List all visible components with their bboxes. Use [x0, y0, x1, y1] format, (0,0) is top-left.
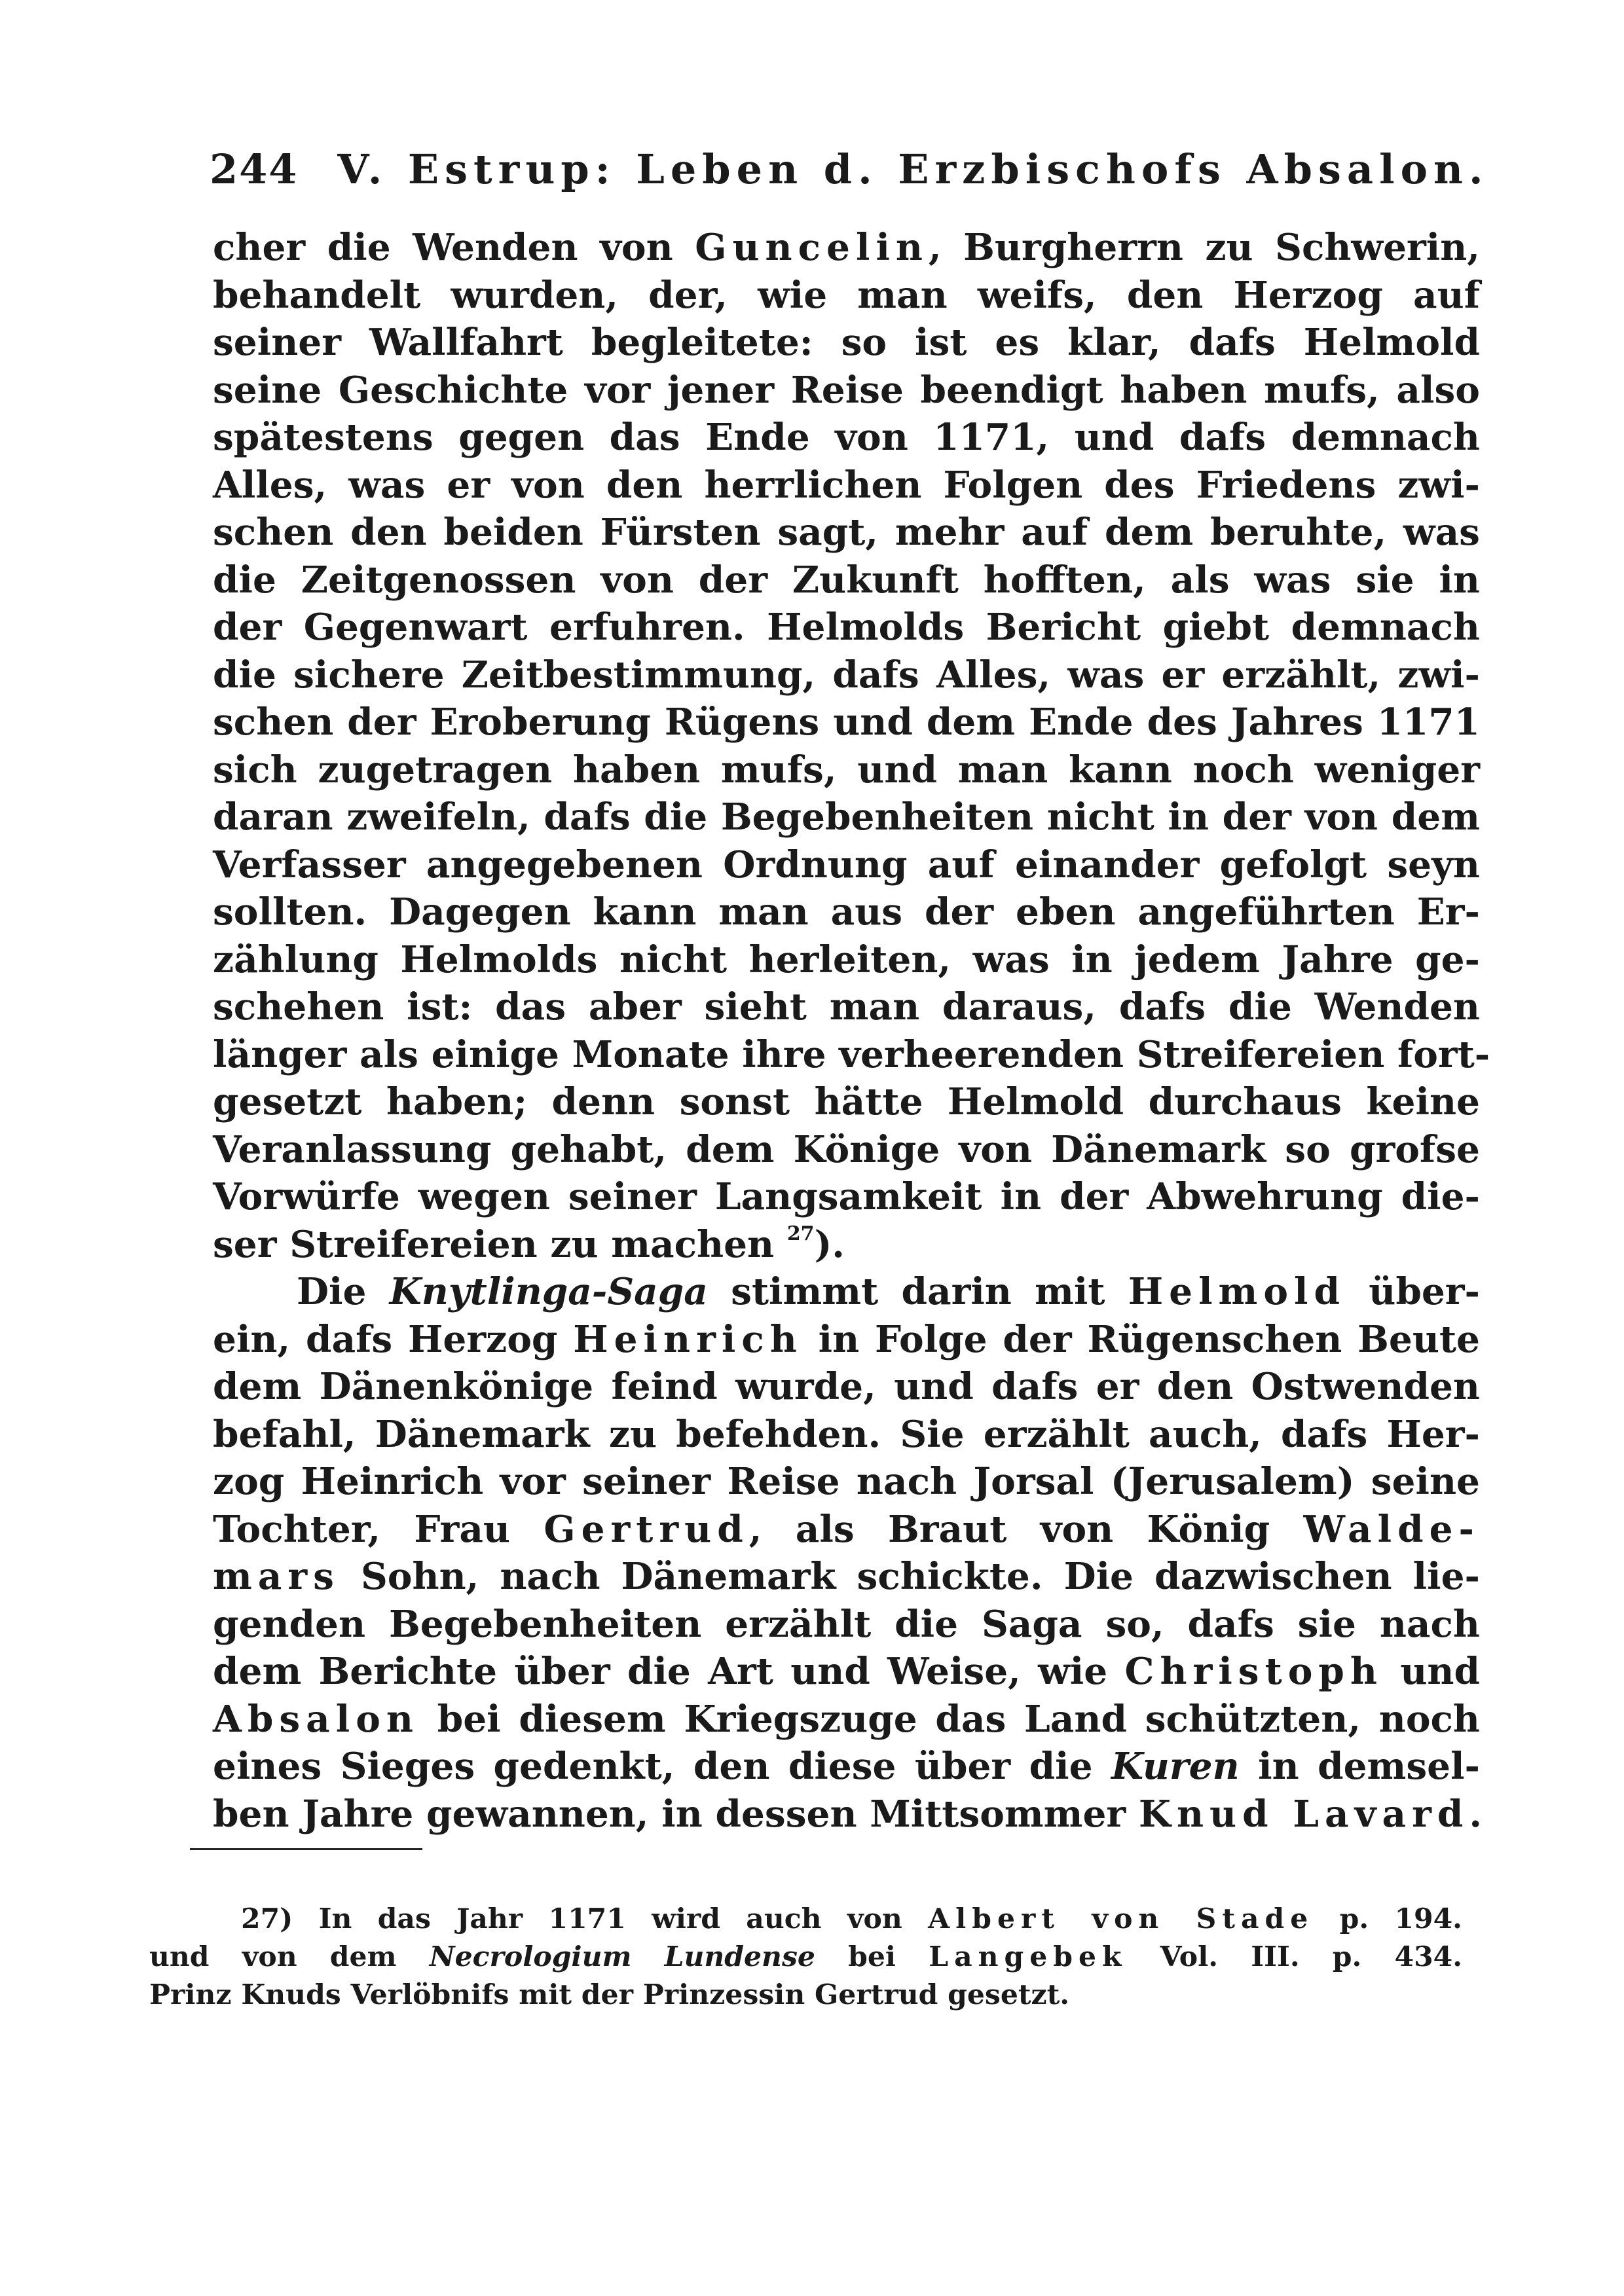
text-line: Vorwürfe wegen seiner Langsamkeit in der Abwehrung die- — [213, 1175, 1480, 1218]
text-line: gesetzt haben; denn sonst hätte Helmold durchaus keine — [213, 1080, 1480, 1123]
text-line: die sichere Zeitbestimmung, dafs Alles, was er erzählt, zwi- — [213, 653, 1480, 697]
italic-title: Knytlinga-Saga — [389, 1270, 708, 1313]
text-line: der Gegenwart erfuhren. Helmolds Bericht giebt demnach — [213, 606, 1480, 649]
page-header — [210, 145, 1489, 193]
text-line: schen der Eroberung Rügens und dem Ende des Jahres 1171 — [213, 701, 1480, 744]
text-line: Tochter, Frau Gertrud, als Braut von König Walde- — [213, 1507, 1481, 1551]
spaced-name: Helmold — [1128, 1270, 1346, 1313]
text-line: schen den beiden Fürsten sagt, mehr auf dem beruhte, was — [213, 511, 1480, 554]
text-line: dem Dänenkönige feind wurde, und dafs er den Ostwenden — [213, 1365, 1480, 1408]
spaced-name: Absalon — [213, 1697, 419, 1741]
text-line: cher die Wenden von Guncelin, Burgherrn zu Schwerin, — [213, 226, 1480, 269]
italic-title: Necrologium Lundense — [429, 1941, 815, 1973]
spaced-name: Guncelin — [695, 226, 929, 269]
text-line: sollten. Dagegen kann man aus der eben angeführten Er- — [213, 890, 1480, 934]
text-line: spätestens gegen das Ende von 1171, und dafs demnach — [213, 416, 1480, 459]
text-line: Verfasser angegebenen Ordnung auf einander gefolgt seyn — [213, 843, 1480, 886]
spaced-name: Christoph — [1124, 1650, 1383, 1693]
text-line: befahl, Dänemark zu befehden. Sie erzählt auch, dafs Her- — [213, 1412, 1480, 1456]
spaced-name: Langebek — [929, 1941, 1128, 1973]
footnote-line: und von dem Necrologium Lundense bei Langebek Vol. III. p. 434. — [149, 1941, 1463, 1973]
footnote-line: Prinz Knuds Verlöbnifs mit der Prinzessin Gertrud gesetzt. — [149, 1978, 1070, 2011]
italic-name: Kuren — [1111, 1745, 1240, 1788]
spaced-name: Gertrud — [544, 1507, 749, 1551]
text-line: schehen ist: das aber sieht man daraus, dafs die Wenden — [213, 985, 1480, 1029]
spaced-name: Knud Lavard — [1138, 1792, 1469, 1836]
spaced-name: Heinrich — [573, 1317, 803, 1361]
text-line: zog Heinrich vor seiner Reise nach Jorsal (Jerusalem) seine — [213, 1460, 1480, 1503]
text-line: sich zugetragen haben mufs, und man kann noch weniger — [213, 748, 1480, 792]
page-number: 244 — [210, 145, 299, 193]
text-line: ser Streifereien zu machen $^{27}$). — [213, 1222, 845, 1266]
footnote-separator — [190, 1848, 422, 1850]
text-line: die Zeitgenossen von der Zukunft hofften, als was sie in — [213, 558, 1480, 602]
paragraph-start: Die Knytlinga-Saga stimmt darin mit Helmold über- — [297, 1270, 1480, 1313]
text-line: länger als einige Monate ihre verheerenden Streifereien fort- — [213, 1032, 1490, 1076]
footnote-reference: 27 — [786, 1222, 815, 1245]
text-line: mars Sohn, nach Dänemark schickte. Die dazwischen lie- — [213, 1555, 1480, 1598]
text-line: eines Sieges gedenkt, den diese über die Kuren in demsel- — [213, 1745, 1480, 1788]
text-line: Alles, was er von den herrlichen Folgen des Friedens zwi- — [213, 463, 1480, 507]
text-line: daran zweifeln, dafs die Begebenheiten nicht in der von dem — [213, 795, 1480, 839]
text-line: genden Begebenheiten erzählt die Saga so, dafs sie nach — [213, 1602, 1480, 1646]
text-line: Absalon bei diesem Kriegszuge das Land schützten, noch — [213, 1697, 1480, 1741]
spaced-name: mars — [213, 1555, 340, 1598]
text-line: ben Jahre gewannen, in dessen Mittsommer Knud Lavard. — [213, 1792, 1483, 1836]
text-line: seiner Wallfahrt begleitete: so ist es klar, dafs Helmold — [213, 321, 1480, 364]
text-line: seine Geschichte vor jener Reise beendigt haben mufs, also — [213, 368, 1480, 412]
text-line: behandelt wurden, der, wie man weifs, den Herzog auf — [213, 273, 1480, 317]
spaced-name: Walde- — [1303, 1507, 1481, 1551]
footnotes — [149, 1900, 1462, 2014]
running-title: V. Estrup: Leben d. Erzbischofs Absalon. — [337, 145, 1489, 193]
text-line: dem Berichte über die Art und Weise, wie Christoph und — [213, 1650, 1480, 1693]
spaced-name: Albert von Stade — [928, 1903, 1314, 1935]
footnote-line: 27) In das Jahr 1171 wird auch von Albert von Stade p. 194. — [241, 1903, 1462, 1935]
text-line: zählung Helmolds nicht herleiten, was in jedem Jahre ge- — [213, 938, 1480, 981]
text-line: ein, dafs Herzog Heinrich in Folge der Rügenschen Beute — [213, 1317, 1480, 1361]
body-text — [213, 224, 1490, 1838]
text-line: Veranlassung gehabt, dem Könige von Dänemark so grofse — [213, 1127, 1480, 1171]
